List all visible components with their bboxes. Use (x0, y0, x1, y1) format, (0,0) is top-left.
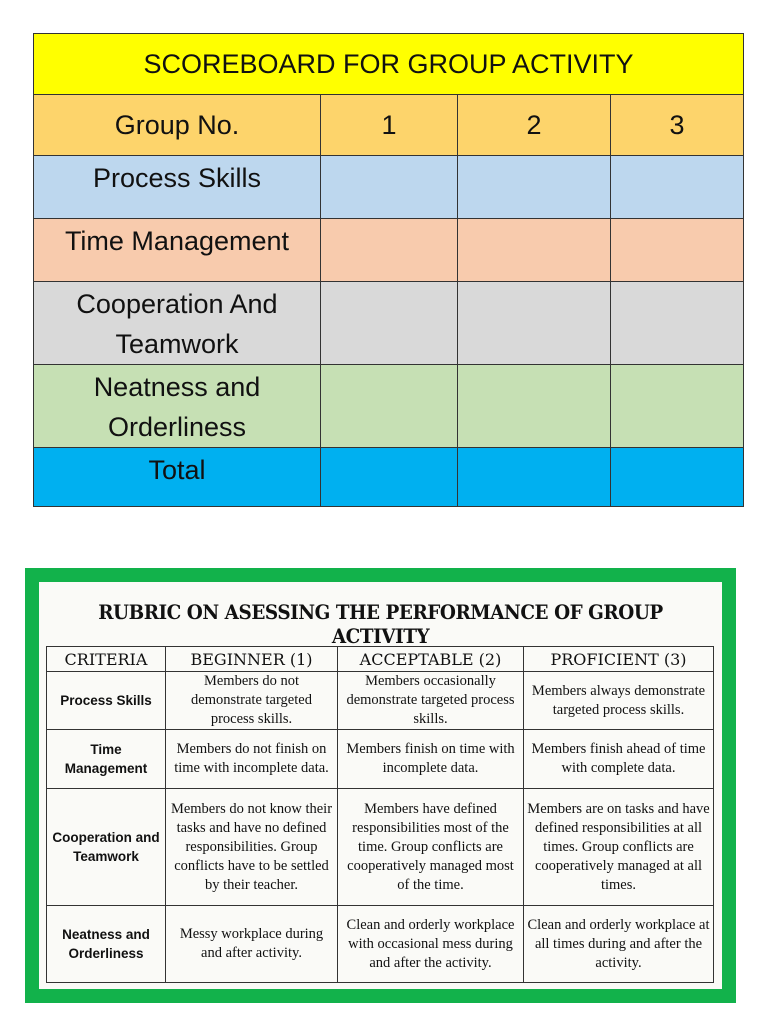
scoreboard-table (33, 33, 744, 507)
score-cell (611, 219, 744, 282)
column-beginner: BEGINNER (1) (166, 647, 338, 672)
rubric-beginner-cell: Members do not finish on time with incomplete data. (166, 730, 338, 789)
rubric-criteria-cell: Cooperation and Teamwork (47, 789, 166, 906)
score-cell (458, 156, 611, 219)
rubric-beginner-cell: Members do not know their tasks and have no defined responsibilities. Group conflicts have to be settled by their teacher. (166, 789, 338, 906)
score-cell (458, 219, 611, 282)
rubric-acceptable-cell: Clean and orderly workplace with occasional mess during and after the activity. (338, 906, 524, 983)
rubric-proficient-cell: Clean and orderly workplace at all times during and after the activity. (524, 906, 714, 983)
score-cell (611, 156, 744, 219)
scoreboard-row-time-management (34, 219, 744, 282)
rubric-proficient-cell: Members are on tasks and have defined responsibilities at all times. Group conflicts are cooperatively managed at all times. (524, 789, 714, 906)
score-cell (611, 282, 744, 365)
score-cell (458, 282, 611, 365)
rubric-acceptable-cell: Members have defined responsibilities most of the time. Group conflicts are cooperatively managed most of the time. (338, 789, 524, 906)
rubric-row-neatness (47, 906, 714, 983)
rubric-beginner-cell: Messy workplace during and after activity. (166, 906, 338, 983)
scoreboard-row-neatness (34, 365, 744, 448)
score-cell (611, 448, 744, 507)
criterion-process-skills: Process Skills (34, 156, 321, 219)
score-cell (458, 365, 611, 448)
group-no-label: Group No. (34, 95, 321, 156)
scoreboard-row-total (34, 448, 744, 507)
rubric-acceptable-cell: Members finish on time with incomplete data. (338, 730, 524, 789)
score-cell (321, 156, 458, 219)
rubric-table (46, 646, 714, 983)
criterion-time-management: Time Management (34, 219, 321, 282)
column-proficient: PROFICIENT (3) (524, 647, 714, 672)
rubric-criteria-cell: Time Management (47, 730, 166, 789)
group-2-header: 2 (458, 95, 611, 156)
criterion-cooperation: Cooperation And Teamwork (34, 282, 321, 365)
rubric-row-process-skills (47, 672, 714, 730)
rubric-acceptable-cell: Members occasionally demonstrate targeted process skills. (338, 672, 524, 730)
rubric-paper (39, 582, 722, 989)
column-criteria: CRITERIA (47, 647, 166, 672)
scoreboard-title: SCOREBOARD FOR GROUP ACTIVITY (34, 34, 744, 95)
score-cell (611, 365, 744, 448)
rubric-header-row (47, 647, 714, 672)
rubric-frame (25, 568, 736, 1003)
group-1-header: 1 (321, 95, 458, 156)
scoreboard-header-row (34, 95, 744, 156)
rubric-beginner-cell: Members do not demonstrate targeted process skills. (166, 672, 338, 730)
score-cell (458, 448, 611, 507)
criterion-neatness: Neatness and Orderliness (34, 365, 321, 448)
rubric-proficient-cell: Members always demonstrate targeted process skills. (524, 672, 714, 730)
rubric-title: RUBRIC ON ASESSING THE PERFORMANCE OF GROUP ACTIVITY (98, 600, 663, 648)
rubric-row-cooperation (47, 789, 714, 906)
rubric-criteria-cell: Neatness and Orderliness (47, 906, 166, 983)
rubric-criteria-cell: Process Skills (47, 672, 166, 730)
score-cell (321, 219, 458, 282)
scoreboard-row-process-skills (34, 156, 744, 219)
criterion-total: Total (34, 448, 321, 507)
score-cell (321, 448, 458, 507)
scoreboard-title-row (34, 34, 744, 95)
score-cell (321, 282, 458, 365)
scoreboard-row-cooperation (34, 282, 744, 365)
group-3-header: 3 (611, 95, 744, 156)
column-acceptable: ACCEPTABLE (2) (338, 647, 524, 672)
score-cell (321, 365, 458, 448)
rubric-proficient-cell: Members finish ahead of time with complete data. (524, 730, 714, 789)
rubric-row-time-management (47, 730, 714, 789)
